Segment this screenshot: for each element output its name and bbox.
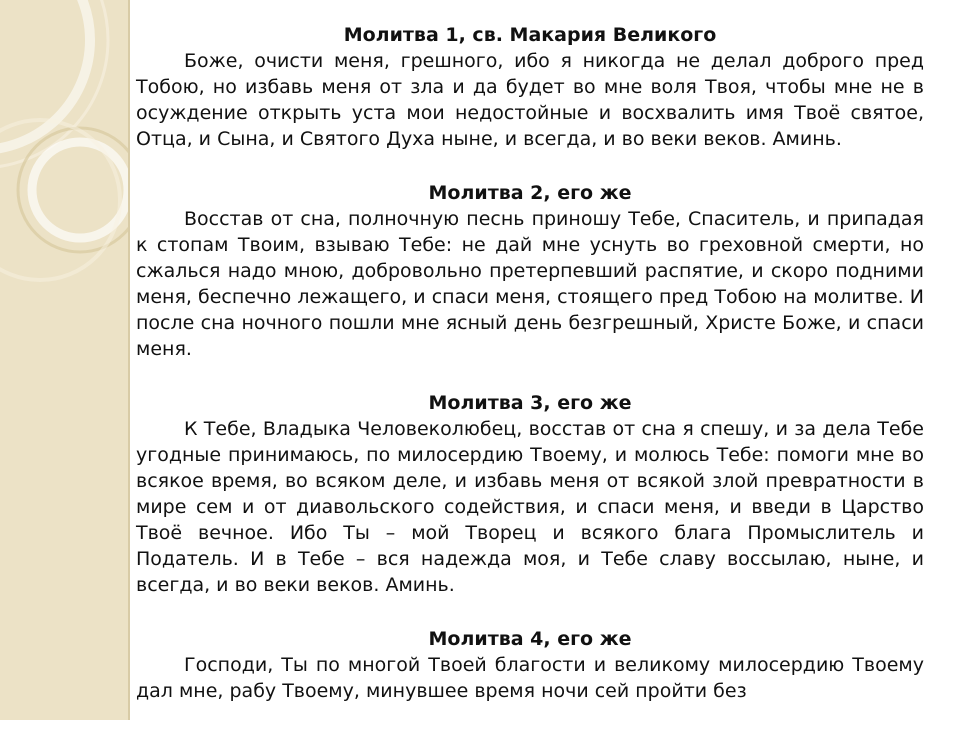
decorative-rings [0,0,128,720]
prayers-document [136,22,924,732]
prayer-block-2 [136,180,924,362]
prayer-title: Молитва 3, его же [428,392,632,414]
prayer-block-4 [136,626,924,704]
sidebar-divider [128,0,130,720]
prayer-title: Молитва 1, св. Макария Великого [343,24,717,46]
prayer-text: К Тебе, Владыка Человеколюбец, восстав от сна я спешу, и за дела Тебе угодные принимаюсь, по милосердию Твоему, и молюсь Тебе: помоги мне во всякое время, во всяком деле, и избавь меня от всякой злой превратности в мире сем и от диавольского содействия, и спаси меня, и введи в Царство Твоё вечное. Ибо Ты – мой Творец и всякого блага Промыслитель и Податель. И в Тебе – вся надежда моя, и Тебе славу воссылаю, ныне, и всегда, и во веки веков. Аминь. [136,418,924,596]
prayer-text: Боже, очисти меня, грешного, ибо я никогда не делал доброго пред Тобою, но избавь меня от зла и да будет во мне воля Твоя, чтобы мне не в осуждение открыть уста мои недостойные и восхвалить имя Твоё святое, Отца, и Сына, и Святого Духа ныне, и всегда, и во веки веков. Аминь. [136,50,924,150]
prayer-title: Молитва 4, его же [428,628,632,650]
prayer-title: Молитва 2, его же [428,182,632,204]
decorative-sidebar [0,0,128,720]
prayer-block-3 [136,390,924,598]
prayer-text: Восстав от сна, полночную песнь приношу Тебе, Спаситель, и припадая к стопам Твоим, взываю Тебе: не дай мне уснуть во греховной смерти, но сжалься надо мною, добровольно претерпевший распятие, и скоро подними меня, беспечно лежащего, и спаси меня, стоящего пред Тобою на молитве. И после сна ночного пошли мне ясный день безгрешный, Христе Боже, и спаси меня. [136,208,924,360]
prayer-block-1 [136,22,924,152]
prayer-text: Господи, Ты по многой Твоей благости и великому милосердию Твоему дал мне, рабу Твоему, минувшее время ночи сей пройти без [136,654,924,702]
